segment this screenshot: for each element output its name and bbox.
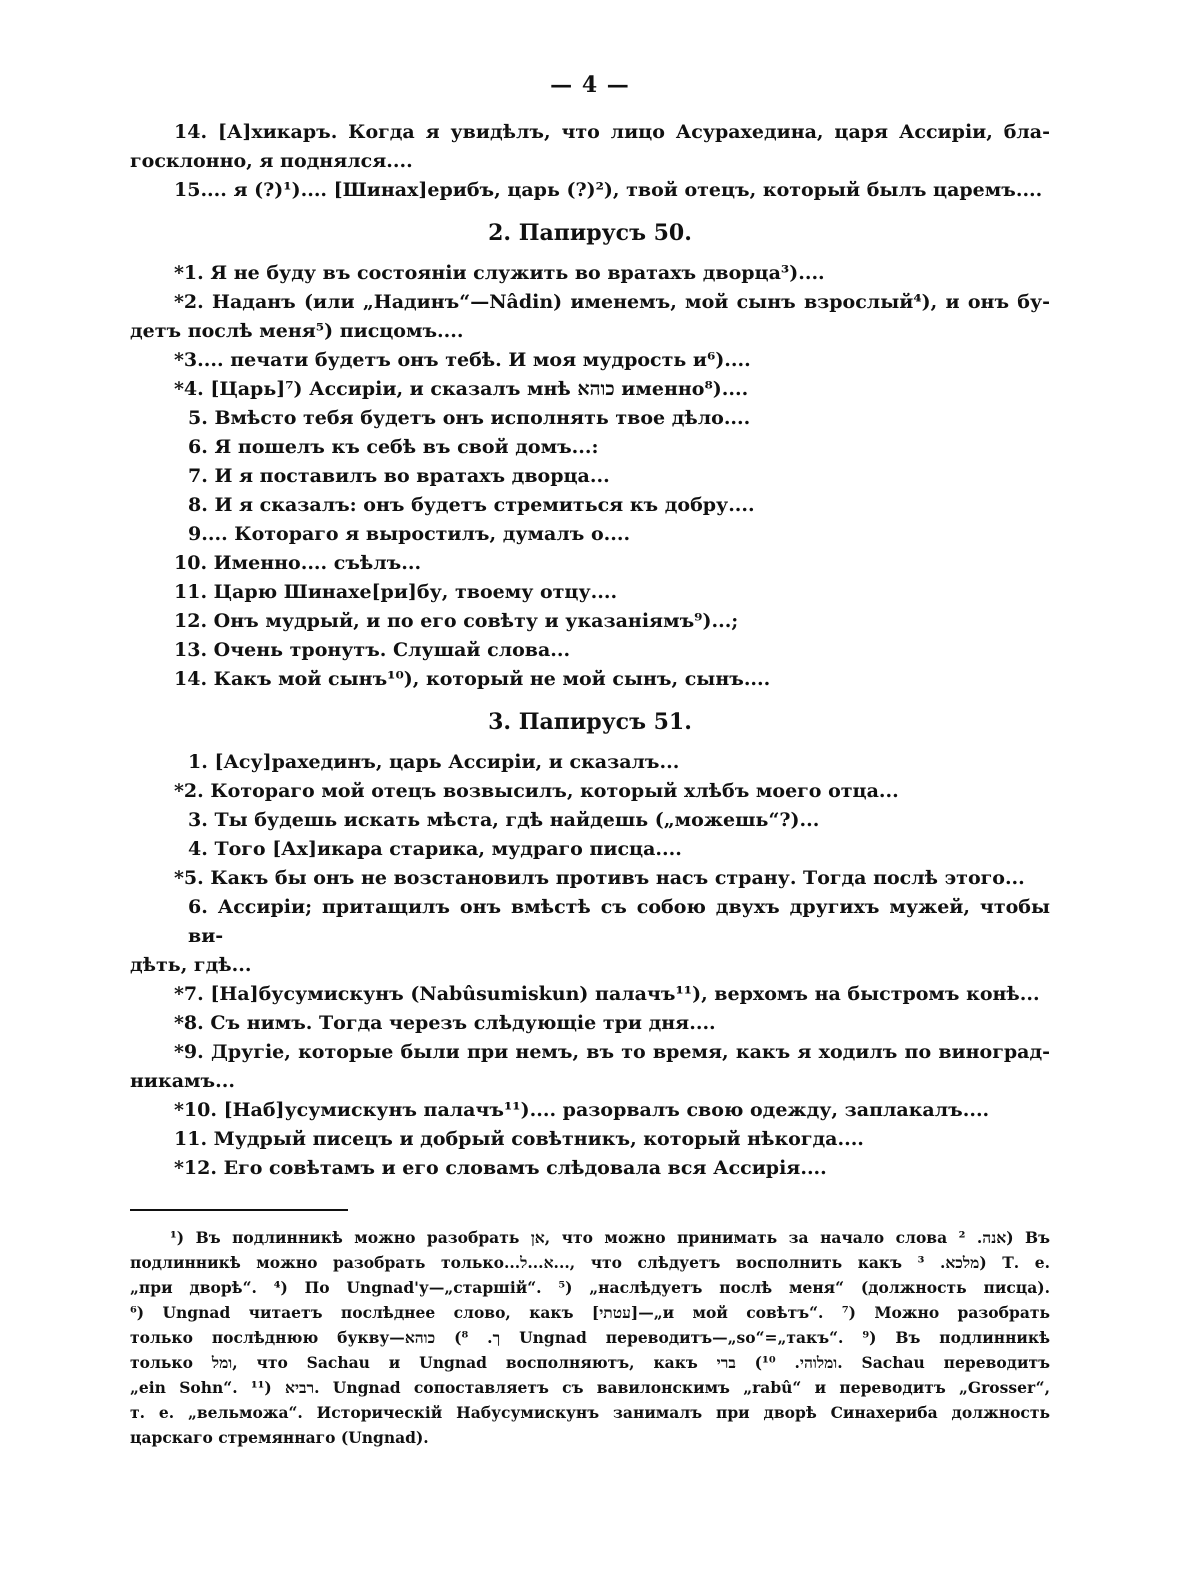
text-line: никамъ...: [130, 1070, 235, 1092]
text-line: *1. Я не буду въ состояніи служить во вратахъ дворца³)....: [174, 262, 825, 284]
text-line: *9. Другіе, которые были при немъ, въ то время, какъ я ходилъ по виноград-: [174, 1041, 1050, 1063]
section-3-body: [130, 748, 1050, 1183]
section-title-papyrus-50: 2. Папирусъ 50.: [488, 220, 692, 246]
section-title-papyrus-51: 3. Папирусъ 51.: [488, 709, 692, 735]
text-line: 15.... я (?)¹).... [Шинах]ерибъ, царь (?)²), твой отецъ, который былъ царемъ....: [174, 179, 1043, 201]
footnote-line: т. е. „вельможа“. Историческій Набусумискунъ занималъ при дворѣ Синахериба должность: [130, 1403, 1050, 1422]
text-line: *12. Его совѣтамъ и его словамъ слѣдовала вся Ассирія....: [174, 1157, 827, 1179]
text-line: 8. И я сказалъ: онъ будетъ стремиться къ добру....: [188, 494, 755, 516]
text-line: *2. Котораго мой отецъ возвысилъ, который хлѣбъ моего отца...: [174, 780, 899, 802]
text-line: 3. Ты будешь искать мѣста, гдѣ найдешь („можешь“?)...: [188, 809, 820, 831]
text-line: 7. И я поставилъ во вратахъ дворца...: [188, 465, 610, 487]
text-line: 12. Онъ мудрый, и по его совѣту и указаніямъ⁹)...;: [174, 610, 739, 632]
text-line: госклонно, я поднялся....: [130, 150, 413, 172]
footnote-line: только послѣднюю букву—ך. ⁸) כוהא Ungnad переводитъ—„so“=„такъ“. ⁹) Въ подлинникѣ: [130, 1328, 1051, 1347]
footnotes: [130, 1225, 1050, 1450]
text-line: 6. Ассиріи; притащилъ онъ вмѣстѣ съ собою двухъ другихъ мужей, чтобы ви-: [188, 896, 1050, 947]
footnote-line: „ein Sohn“. ¹¹) רביא. Ungnad сопоставляетъ съ вавилонскимъ „rabû“ и переводитъ „Grosser“,: [130, 1378, 1050, 1397]
text-line: 14. Какъ мой сынъ¹⁰), который не мой сынъ, сынъ....: [174, 668, 771, 690]
text-line: *10. [Наб]усумискунъ палачъ¹¹).... разорвалъ свою одежду, заплакалъ....: [174, 1099, 990, 1121]
footnote-line: царскаго стремяннаго (Ungnad).: [130, 1428, 429, 1447]
page-number: — 4 —: [550, 72, 630, 98]
text-line: *7. [На]бусумискунъ (Nabûsumiskun) палачъ¹¹), верхомъ на быстромъ конѣ...: [174, 983, 1040, 1005]
text-line: *2. Наданъ (или „Надинъ“—Nâdin) именемъ, мой сынъ взрослый⁴), и онъ бу-: [174, 291, 1050, 313]
section-2-body: [130, 259, 1050, 694]
section-1-body: [130, 118, 1050, 205]
document-page: [130, 72, 1050, 1450]
footnote-line: ⁶) Ungnad читаетъ послѣднее слово, какъ [עטתי]—„и мой совѣтъ“. ⁷) Можно разобрать: [130, 1303, 1050, 1322]
text-line: детъ послѣ меня⁵) писцомъ....: [130, 320, 464, 342]
text-line: 14. [А]хикаръ. Когда я увидѣлъ, что лицо Асурахедина, царя Ассиріи, бла-: [174, 121, 1050, 143]
text-line: 1. [Асу]рахединъ, царь Ассиріи, и сказалъ...: [188, 751, 680, 773]
text-line: *8. Съ нимъ. Тогда черезъ слѣдующіе три дня....: [174, 1012, 716, 1034]
footnote-line: ¹) Въ подлинникѣ можно разобрать אן, что можно принимать за начало слова אנה. ²) Въ: [170, 1228, 1051, 1247]
text-line: дѣть, гдѣ...: [130, 954, 252, 976]
text-line: 4. Того [Ах]икара старика, мудраго писца....: [188, 838, 682, 860]
text-line: *4. [Царь]⁷) Ассиріи, и сказалъ мнѣ כוהא именно⁸)....: [174, 378, 749, 400]
text-line: 11. Мудрый писецъ и добрый совѣтникъ, который нѣкогда....: [174, 1128, 864, 1150]
footnote-line: подлинникѣ можно разобрать только...א...ל..., что слѣдуетъ восполнить какъ מלכא. ³) Т. е.: [130, 1253, 1050, 1272]
text-line: *3.... печати будетъ онъ тебѣ. И моя мудрость и⁶)....: [174, 349, 751, 371]
text-line: 10. Именно.... съѣлъ...: [174, 552, 422, 574]
text-line: 13. Очень тронутъ. Слушай слова...: [174, 639, 571, 661]
footnote-divider: [130, 1209, 348, 1211]
text-line: 9.... Котораго я выростилъ, думалъ о....: [188, 523, 631, 545]
text-line: 6. Я пошелъ къ себѣ въ свой домъ...:: [188, 436, 599, 458]
footnote-line: только ומל, что Sachau и Ungnad восполняютъ, какъ ומלוהי. ¹⁰) ברי. Sachau переводитъ: [130, 1353, 1050, 1372]
footnote-line: „при дворѣ“. ⁴) По Ungnad'у—„старшій“. ⁵) „наслѣдуетъ послѣ меня“ (должность писца).: [130, 1278, 1050, 1297]
text-line: 5. Вмѣсто тебя будетъ онъ исполнять твое дѣло....: [188, 407, 751, 429]
text-line: *5. Какъ бы онъ не возстановилъ противъ насъ страну. Тогда послѣ этого...: [174, 867, 1025, 889]
text-line: 11. Царю Шинахе[ри]бу, твоему отцу....: [174, 581, 618, 603]
